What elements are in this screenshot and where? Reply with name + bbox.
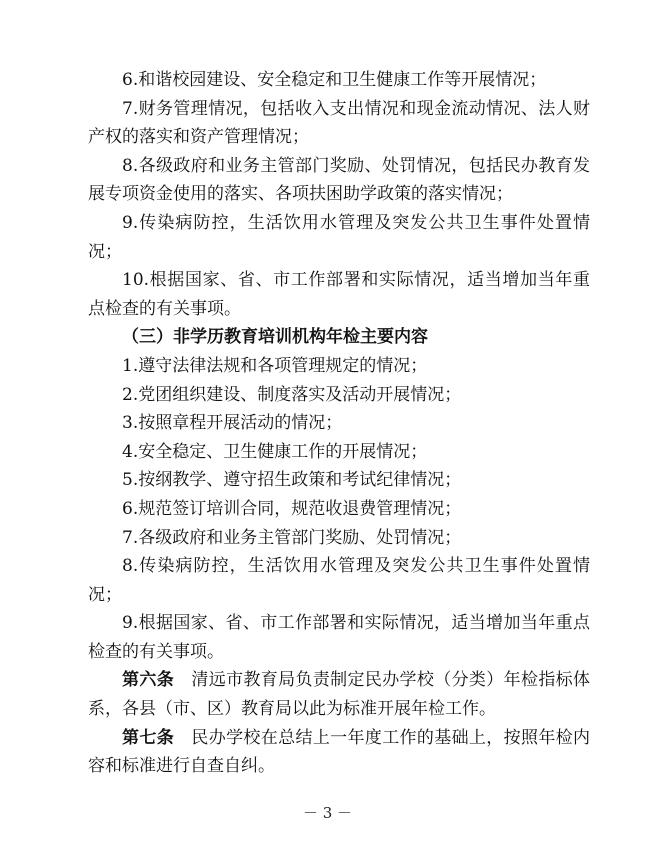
list-item: 5.按纲教学、遵守招生政策和考试纪律情况； xyxy=(122,470,462,491)
article-seven-label: 第七条 xyxy=(122,727,175,748)
list-item: 10.根据国家、省、市工作部署和实际情况，适当增加当年重点检查的有关事项。 xyxy=(88,270,590,319)
list-item: 9.传染病防控，生活饮用水管理及突发公共卫生事件处置情况； xyxy=(88,212,590,262)
article-seven xyxy=(88,724,590,781)
list-item: 8.各级政府和业务主管部门奖励、处罚情况，包括民办教育发展专项资金使用的落实、各项扶困助学政策的落实情况； xyxy=(88,155,590,205)
article-six-label: 第六条 xyxy=(122,670,175,691)
list-item: 6.规范签订培训合同，规范收退费管理情况； xyxy=(122,498,462,519)
article-six-text: 清远市教育局负责制定民办学校（分类）年检指标体系，各县（市、区）教育局以此为标准开展年检工作。 xyxy=(88,670,591,720)
list-item: 2.党团组织建设、制度落实及活动开展情况； xyxy=(122,384,462,405)
document-body xyxy=(88,66,590,781)
list-item: 6.和谐校园建设、安全稳定和卫生健康工作等开展情况； xyxy=(122,70,547,90)
list-item: 7.各级政府和业务主管部门奖励、处罚情况； xyxy=(122,527,462,548)
list-item: 7.财务管理情况，包括收入支出情况和现金流动情况、法人财产权的落实和资产管理情况； xyxy=(88,98,590,148)
section-heading: （三）非学历教育培训机构年检主要内容 xyxy=(122,327,428,348)
article-six xyxy=(88,666,590,723)
list-item: 4.安全稳定、卫生健康工作的开展情况； xyxy=(122,441,428,462)
page-number: － 3 － xyxy=(302,804,353,822)
list-item: 8.传染病防控，生活饮用水管理及突发公共卫生事件处置情况； xyxy=(88,556,590,605)
list-item: 1.遵守法律法规和各项管理规定的情况； xyxy=(122,355,428,376)
list-item: 9.根据国家、省、市工作部署和实际情况，适当增加当年重点检查的有关事项。 xyxy=(88,613,590,662)
list-item: 3.按照章程开展活动的情况； xyxy=(122,413,343,434)
article-seven-text: 民办学校在总结上一年度工作的基础上，按照年检内容和标准进行自查自纠。 xyxy=(88,727,591,777)
